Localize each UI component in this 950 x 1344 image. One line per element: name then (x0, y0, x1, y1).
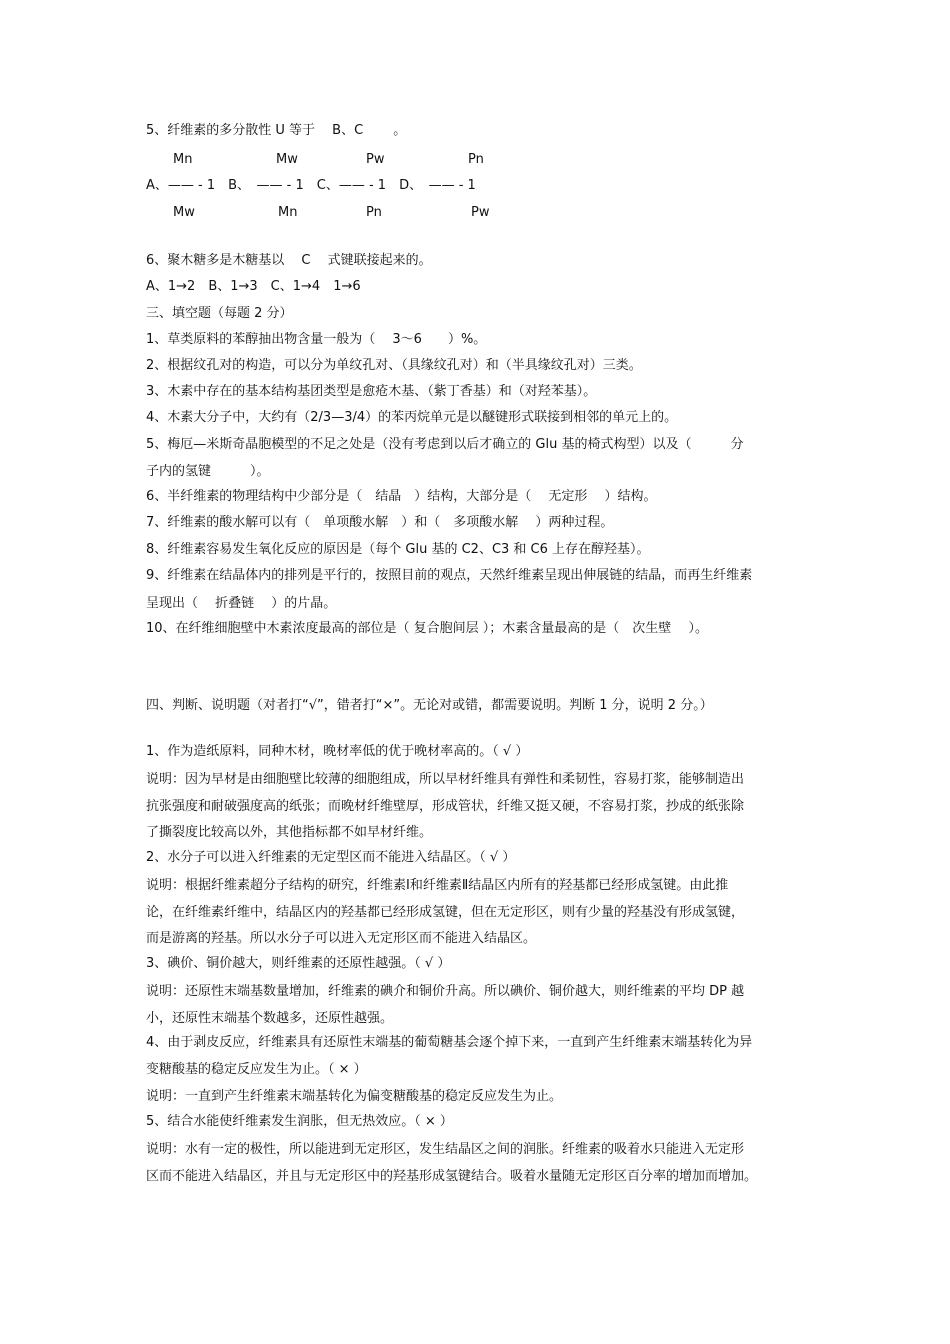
fill-section-heading: 三、填空题（每题 2 分） (146, 306, 293, 321)
fill-item-1: 1、草类原料的苯醇抽出物含量一般为（ 3～6 ）%。 (146, 332, 487, 347)
fill-item-5-line-2: 子内的氢键 ）。 (146, 464, 270, 479)
fill-item-10: 10、在纤维细胞壁中木素浓度最高的部位是（ 复合胞间层 ）；木素含量最高的是（ 次生壁 ）。 (146, 621, 708, 636)
judge-item-1-explanation-line-1: 说明：因为早材是由细胞壁比较薄的细胞组成，所以早材纤维具有弹性和柔韧性，容易打浆，能够制造出 (146, 772, 745, 787)
judge-item-2-explanation-line-2: 论，在纤维素纤维中，结晶区内的羟基都已经形成氢键，但在无定形区，则有少量的羟基没有形成氢键， (146, 905, 745, 920)
judge-item-5-explanation-line-1: 说明：水有一定的极性，所以能进到无定形区，发生结晶区之间的润胀。纤维素的吸着水只能进入无定形 (146, 1142, 745, 1157)
fill-item-2: 2、根据纹孔对的构造，可以分为单纹孔对、（具缘纹孔对）和（半具缘纹孔对）三类。 (146, 358, 642, 373)
judge-item-1: 1、作为造纸原料，同种木材，晚材率低的优于晚材率高的。（ √ ） (146, 744, 529, 759)
q5-option-b-numerator: Mw (276, 152, 298, 167)
q5-option-b-denominator: Mn (278, 205, 298, 220)
fill-item-8: 8、纤维素容易发生氧化反应的原因是（每个 Glu 基的 C2、C3 和 C6 上存在醇羟基）。 (146, 542, 650, 557)
q6-options: A、1→2 B、1→3 C、1→4 1→6 (146, 279, 361, 294)
fill-item-9-line-2: 呈现出（ 折叠链 ）的片晶。 (146, 596, 337, 611)
q5-options: A、—— - 1 B、 —— - 1 C、—— - 1 D、 —— - 1 (146, 178, 476, 193)
fill-item-5-line-1: 5、梅厄—米斯奇晶胞模型的不足之处是（没有考虑到以后才确立的 Glu 基的椅式构型）以及（ 分 (146, 437, 744, 452)
judge-item-1-explanation-line-3: 了撕裂度比较高以外，其他指标都不如早材纤维。 (146, 825, 433, 840)
q5-option-d-denominator: Pw (471, 205, 490, 220)
judge-item-5: 5、结合水能使纤维素发生润胀，但无热效应。（ × ） (146, 1114, 453, 1129)
fill-item-6: 6、半纤维素的物理结构中少部分是（ 结晶 ）结构，大部分是（ 无定形 ）结构。 (146, 489, 657, 504)
judge-section-heading: 四、判断、说明题（对者打“√”，错者打“×”。无论对或错，都需要说明。判断 1 分，说明 2 分。） (146, 698, 713, 713)
judge-item-3: 3、碘价、铜价越大，则纤维素的还原性越强。（ √ ） (146, 956, 451, 971)
fill-item-4: 4、木素大分子中，大约有（2/3—3/4）的苯丙烷单元是以醚键形式联接到相邻的单元上的。 (146, 410, 678, 425)
judge-item-1-explanation-line-2: 抗张强度和耐破强度高的纸张；而晚材纤维壁厚，形成管状，纤维又挺又硬，不容易打浆，抄成的纸张除 (146, 799, 745, 814)
judge-item-2: 2、水分子可以进入纤维素的无定型区而不能进入结晶区。（ √ ） (146, 850, 516, 865)
q6-stem: 6、聚木糖多是木糖基以 C 式键联接起来的。 (146, 253, 432, 268)
fill-item-3: 3、木素中存在的基本结构基团类型是愈疮木基、（紫丁香基）和（对羟苯基）。 (146, 384, 597, 399)
q5-option-c-denominator: Pn (366, 205, 382, 220)
judge-item-4-line-1: 4、由于剥皮反应，纤维素具有还原性末端基的葡萄糖基会逐个掉下来，一直到产生纤维素末端基转化为异 (146, 1035, 753, 1050)
judge-item-4-line-2: 变糖酸基的稳定反应发生为止。（ × ） (146, 1062, 367, 1077)
judge-item-3-explanation-line-1: 说明：还原性末端基数量增加，纤维素的碘介和铜价升高。所以碘价、铜价越大，则纤维素的平均 DP 越 (146, 984, 745, 999)
q5-option-a-denominator: Mw (173, 205, 195, 220)
fill-item-7: 7、纤维素的酸水解可以有（ 单项酸水解 ）和（ 多项酸水解 ）两种过程。 (146, 515, 614, 530)
q5-stem: 5、纤维素的多分散性 U 等于 B、C 。 (146, 123, 407, 138)
judge-item-2-explanation-line-3: 而是游离的羟基。所以水分子可以进入无定形区而不能进入结晶区。 (146, 931, 537, 946)
q5-option-a-numerator: Mn (173, 152, 193, 167)
q5-option-d-numerator: Pn (468, 152, 484, 167)
q5-option-c-numerator: Pw (366, 152, 385, 167)
judge-item-4-explanation: 说明：一直到产生纤维素末端基转化为偏变糖酸基的稳定反应发生为止。 (146, 1089, 563, 1104)
judge-item-2-explanation-line-1: 说明：根据纤维素超分子结构的研究，纤维素Ⅰ和纤维素Ⅱ结晶区内所有的羟基都已经形成氢键。由此推 (146, 878, 729, 893)
judge-item-5-explanation-line-2: 区而不能进入结晶区，并且与无定形区中的羟基形成氢键结合。吸着水量随无定形区百分率的增加而增加。 (146, 1169, 758, 1184)
fill-item-9-line-1: 9、纤维素在结晶体内的排列是平行的，按照目前的观点，天然纤维素呈现出伸展链的结晶，而再生纤维素 (146, 568, 753, 583)
judge-item-3-explanation-line-2: 小，还原性末端基个数越多，还原性越强。 (146, 1011, 394, 1026)
